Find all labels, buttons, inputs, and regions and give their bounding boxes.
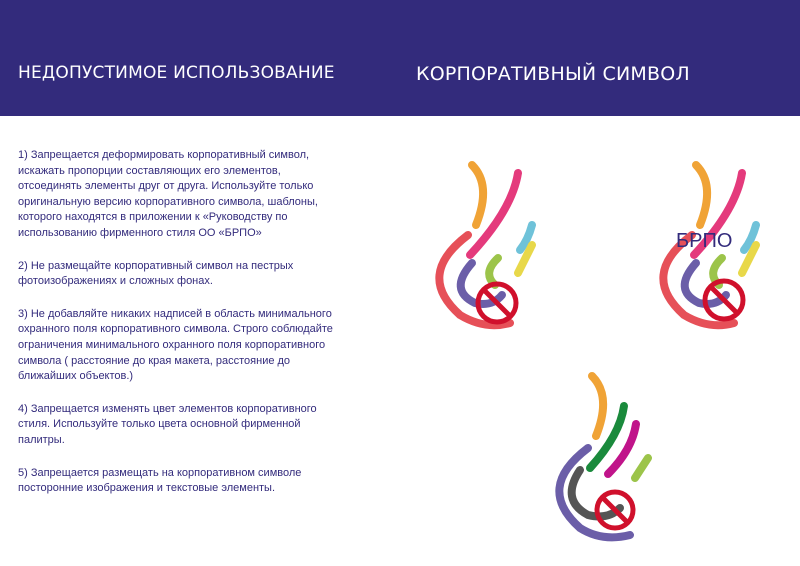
rules-list [18,148,390,514]
rule-4: 4) Запрещается изменять цвет элементов корпоративного стиля. Используйте только цвета основной фирменной палитры. [18,402,317,446]
rule-5: 5) Запрещается размещать на корпоративном символе посторонние изображения и текстовые элементы. [18,466,302,495]
flame-stroke [489,258,498,285]
misuse-example-text [644,155,774,335]
flame-stroke [696,165,707,225]
prohibited-sign-icon [597,492,633,528]
overlay-text: БРПО [676,230,733,252]
section-title-symbol: КОРПОРАТИВНЫЙ СИМВОЛ [416,63,690,85]
flame-stroke [635,458,648,478]
page-header [0,0,800,116]
flame-stroke [592,376,603,436]
misuse-example-recolored [540,370,670,550]
rule-2: 2) Не размещайте корпоративный символ на пестрых фотоизображениях и сложных фонах. [18,259,294,288]
flame-stroke [472,165,483,225]
misuse-example-original [420,155,550,335]
rule-3: 3) Не добавляйте никаких надписей в область минимального охранного поля корпоративного символа. Строго соблюдайте ограничения минимального охранного поля корпоративного символа ( расстояние до края макета, расстояние до ближайших объектов.) [18,307,333,383]
rule-1: 1) Запрещается деформировать корпоративный символ, искажать пропорции составляющих его элементов, отсоединять элементы друг от друга. Используйте только оригинальную версию корпоративного символа, шаблоны, которого находятся в приложении к «Руководству по использованию фирменного стиля ОО «БРПО» [18,149,318,239]
section-title-misuse: НЕДОПУСТИМОЕ ИСПОЛЬЗОВАНИЕ [18,63,335,83]
